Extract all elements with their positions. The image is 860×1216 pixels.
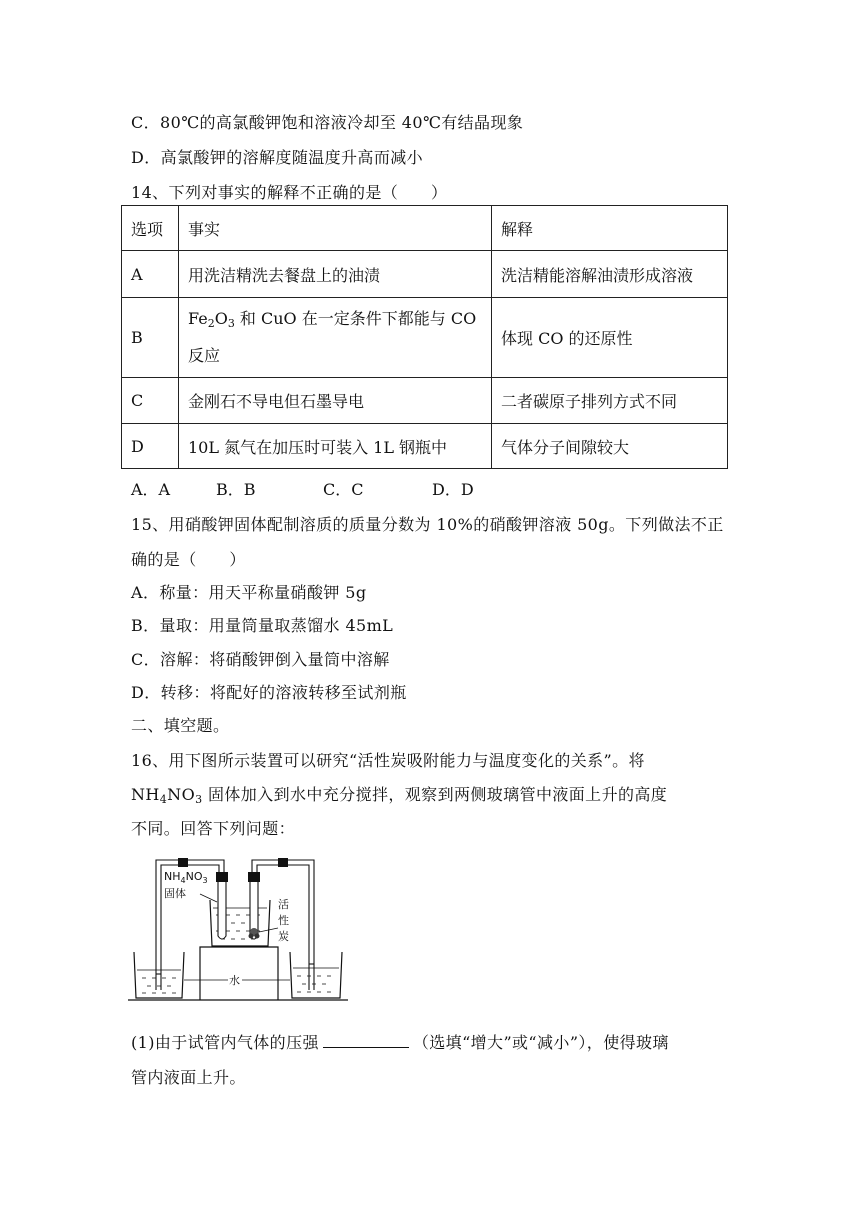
apparatus-figure xyxy=(128,852,350,1004)
table-row xyxy=(122,378,728,424)
answer-blank[interactable] xyxy=(323,1033,409,1048)
q16-stem-line3: 不同。回答下列问题： xyxy=(131,819,296,838)
row-explanation: 气体分子间隙较大 xyxy=(492,424,728,469)
formula-subscript: 2 xyxy=(207,317,215,330)
formula-no: NO xyxy=(167,785,196,804)
q15-option-d: D．转移：将配好的溶液转移至试剂瓶 xyxy=(131,683,407,702)
table-row xyxy=(122,251,728,298)
q14-table xyxy=(121,205,728,469)
label-carbon-2: 性 xyxy=(278,914,289,927)
formula-subscript: 3 xyxy=(227,317,235,330)
q16-stem-text: 固体加入到水中充分搅拌，观察到两侧玻璃管中液面上升的高度 xyxy=(202,785,668,804)
right-clamp xyxy=(278,858,288,867)
table-row xyxy=(122,298,728,378)
row-option: C xyxy=(122,378,179,424)
label-solid: 固体 xyxy=(164,887,186,900)
q16-sub1-text-b: （选填“增大”或“减小”），使得玻璃 xyxy=(412,1033,669,1052)
q14-option-a: A．A xyxy=(131,480,171,499)
q13-option-d: D．高氯酸钾的溶解度随温度升高而减小 xyxy=(131,148,424,167)
right-beaker xyxy=(290,952,342,998)
row-option: A xyxy=(122,251,179,298)
q14-stem: 14、下列对事实的解释不正确的是（ ） xyxy=(131,183,448,202)
q13-option-c: C．80℃的高氯酸钾饱和溶液冷却至 40℃有结晶现象 xyxy=(131,113,524,132)
row-fact: 金刚石不导电但石墨导电 xyxy=(179,378,492,424)
formula-nh: NH xyxy=(131,785,160,804)
row-fact: 10L 氮气在加压时可装入 1L 钢瓶中 xyxy=(179,424,492,469)
q16-sub1-line2: 管内液面上升。 xyxy=(131,1068,246,1087)
left-clamp xyxy=(178,858,188,867)
right-test-tube xyxy=(248,872,260,939)
q15-stem-line1: 15、用硝酸钾固体配制溶质的质量分数为 10%的硝酸钾溶液 50g。下列做法不正 xyxy=(131,515,724,534)
label-water: 水 xyxy=(229,974,240,987)
q15-stem-line2: 确的是（ ） xyxy=(131,550,246,569)
header-explanation: 解释 xyxy=(492,206,728,251)
row-option: D xyxy=(122,424,179,469)
left-test-tube xyxy=(216,872,228,939)
label-carbon-3: 炭 xyxy=(278,930,289,943)
row-fact: 用洗洁精洗去餐盘上的油渍 xyxy=(179,251,492,298)
row-option: B xyxy=(122,298,179,378)
q14-option-b: B．B xyxy=(216,480,256,499)
q15-option-c: C．溶解：将硝酸钾倒入量筒中溶解 xyxy=(131,650,390,669)
q16-stem-line1: 16、用下图所示装置可以研究“活性炭吸附能力与温度变化的关系”。将 xyxy=(131,751,645,770)
header-option: 选项 xyxy=(122,206,179,251)
row-explanation: 二者碳原子排列方式不同 xyxy=(492,378,728,424)
formula-fe: Fe xyxy=(188,309,208,328)
table-row xyxy=(122,424,728,469)
q15-option-a: A．称量：用天平称量硝酸钾 5g xyxy=(131,583,367,602)
row-fact xyxy=(179,298,492,378)
label-carbon-1: 活 xyxy=(278,898,289,911)
header-fact: 事实 xyxy=(179,206,492,251)
fact-text-line2: 反应 xyxy=(188,346,221,365)
left-beaker xyxy=(134,952,184,998)
section-heading: 二、填空题。 xyxy=(131,716,230,735)
formula-subscript: 3 xyxy=(195,793,203,806)
q14-option-d: D．D xyxy=(432,480,474,499)
q15-option-b: B．量取：用量筒量取蒸馏水 45mL xyxy=(131,616,394,635)
fact-text: 和 CuO 在一定条件下都能与 CO xyxy=(234,309,477,328)
formula-subscript: 4 xyxy=(159,793,168,806)
q14-option-c: C．C xyxy=(323,480,364,499)
row-explanation: 体现 CO 的还原性 xyxy=(492,298,728,378)
q16-sub1-text-a: (1)由于试管内气体的压强 xyxy=(131,1033,319,1052)
q16-stem-line2 xyxy=(131,782,667,806)
table-header-row xyxy=(122,206,728,251)
formula-o: O xyxy=(214,309,228,328)
solid-pointer-line xyxy=(200,894,217,902)
row-explanation: 洗洁精能溶解油渍形成溶液 xyxy=(492,251,728,298)
label-nh4no3: $NH_4NO_3$ xyxy=(164,870,208,885)
q16-sub1-line1 xyxy=(131,1030,669,1053)
